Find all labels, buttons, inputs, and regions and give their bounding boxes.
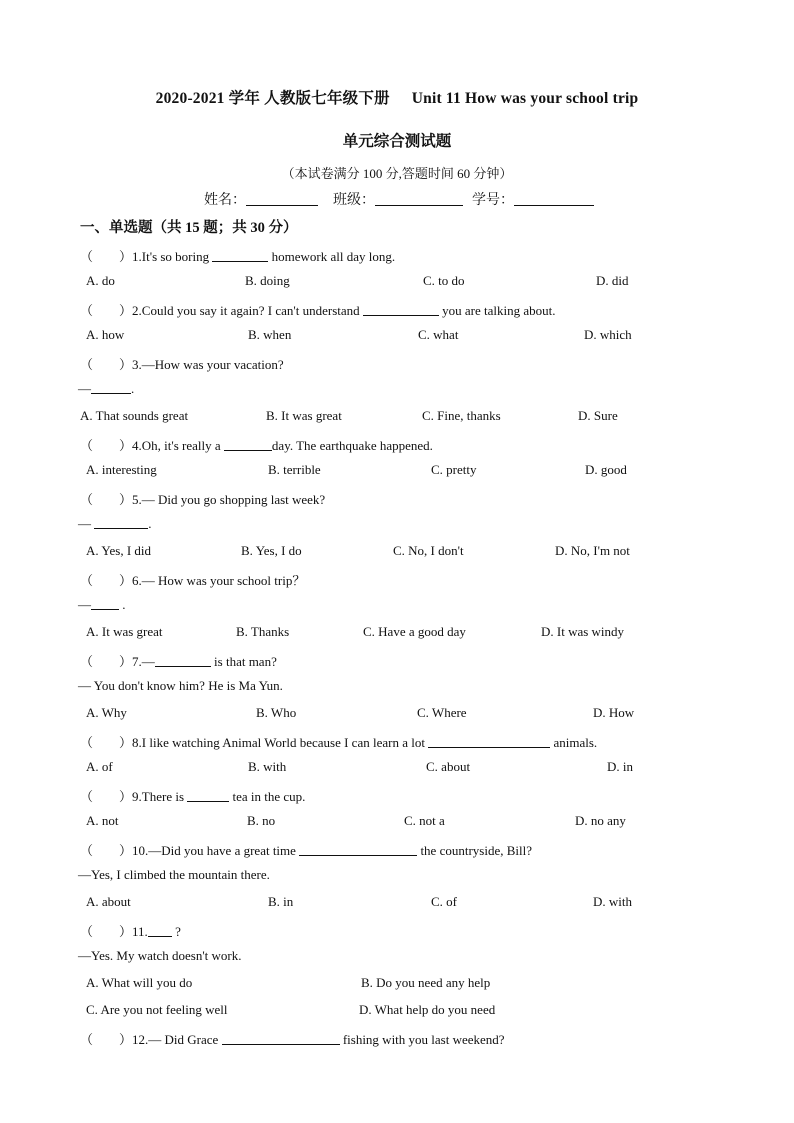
option-d[interactable]: D. What help do you need (359, 1002, 496, 1017)
answer-blank[interactable] (299, 843, 417, 856)
option-c[interactable]: C. Are you not feeling well (86, 1002, 228, 1017)
option-c[interactable]: C. what (418, 327, 459, 342)
class-field[interactable] (375, 191, 463, 206)
name-field[interactable] (246, 191, 318, 206)
question-stem: （ ）10.—Did you have a great time the countryside, Bill? (80, 843, 532, 858)
answer-blank[interactable] (91, 381, 131, 394)
option-b[interactable]: B. terrible (268, 462, 321, 477)
option-c[interactable]: C. No, I don't (393, 543, 464, 558)
option-d[interactable]: D. did (596, 273, 629, 288)
option-a[interactable]: A. of (86, 759, 113, 774)
option-a[interactable]: A. That sounds great (80, 408, 189, 423)
name-label: 姓名： (204, 193, 246, 208)
reply-line: — . (78, 597, 126, 612)
answer-blank[interactable] (148, 924, 172, 937)
option-c[interactable]: C. pretty (431, 462, 477, 477)
exam-subtitle: 单元综合测试题 (342, 133, 452, 150)
option-c[interactable]: C. to do (423, 273, 465, 288)
answer-blank[interactable] (224, 438, 272, 451)
option-a[interactable]: A. Yes, I did (86, 543, 152, 558)
option-d[interactable]: D. which (584, 327, 632, 342)
option-b[interactable]: B. in (268, 894, 294, 909)
option-c[interactable]: C. Have a good day (363, 624, 466, 639)
option-d[interactable]: D. with (593, 894, 632, 909)
exam-title (0, 86, 794, 108)
option-d[interactable]: D. good (585, 462, 627, 477)
option-d[interactable]: D. How (593, 705, 635, 720)
question-stem: （ ）9.There is tea in the cup. (80, 789, 306, 804)
option-d[interactable]: D. Sure (578, 408, 618, 423)
option-d[interactable]: D. No, I'm not (555, 543, 630, 558)
option-b[interactable]: B. Yes, I do (241, 543, 302, 558)
option-a[interactable]: A. not (86, 813, 119, 828)
option-b[interactable]: B. doing (245, 273, 290, 288)
reply-line: —Yes, I climbed the mountain there. (78, 867, 270, 882)
answer-blank[interactable] (222, 1032, 340, 1045)
option-c[interactable]: C. Fine, thanks (422, 408, 501, 423)
answer-blank[interactable] (187, 789, 229, 802)
student-info (204, 189, 594, 209)
option-a[interactable]: A. It was great (86, 624, 163, 639)
reply-line: — . (78, 516, 152, 531)
option-b[interactable]: B. no (247, 813, 276, 828)
answer-blank[interactable] (91, 597, 119, 610)
option-b[interactable]: B. Who (256, 705, 297, 720)
option-c[interactable]: C. Where (417, 705, 467, 720)
title-cn: 2020-2021 学年 人教版七年级下册 (155, 90, 390, 107)
question-stem: （ ）6.— How was your school trip？ (80, 573, 306, 588)
option-b[interactable]: B. Do you need any help (361, 975, 491, 990)
question-stem: （ ）2.Could you say it again? I can't understand you are talking about. (80, 303, 556, 318)
option-a[interactable]: A. about (86, 894, 131, 909)
answer-blank[interactable] (428, 735, 550, 748)
section-title: 一、单选题（共 15 题；共 30 分） (80, 220, 298, 236)
reply-line: — . (78, 381, 135, 396)
question-stem: （ ）5.— Did you go shopping last week? (80, 492, 326, 507)
answer-blank[interactable] (212, 249, 268, 262)
option-a[interactable]: A. interesting (86, 462, 157, 477)
option-d[interactable]: D. It was windy (541, 624, 625, 639)
answer-blank[interactable] (155, 654, 211, 667)
option-a[interactable]: A. Why (86, 705, 127, 720)
question-stem: （ ）4.Oh, it's really a day. The earthquake happened. (80, 438, 433, 453)
title-en: Unit 11 How was your school trip (411, 90, 639, 107)
option-d[interactable]: D. no any (575, 813, 626, 828)
option-b[interactable]: B. It was great (266, 408, 342, 423)
question-stem: （ ）12.— Did Grace fishing with you last weekend? (80, 1032, 505, 1047)
option-a[interactable]: A. do (86, 273, 115, 288)
option-a[interactable]: A. how (86, 327, 125, 342)
reply-line: —Yes. My watch doesn't work. (78, 948, 242, 963)
id-label: 学号： (472, 193, 514, 208)
option-c[interactable]: C. of (431, 894, 457, 909)
class-label: 班级： (333, 193, 375, 208)
question-stem: （ ）11. ? (80, 924, 181, 939)
question-stem: （ ）8.I like watching Animal World because I can learn a lot animals. (80, 735, 598, 750)
question-stem: （ ）3.—How was your vacation? (80, 357, 284, 372)
id-field[interactable] (514, 191, 594, 206)
answer-blank[interactable] (94, 516, 148, 529)
answer-blank[interactable] (363, 303, 439, 316)
option-b[interactable]: B. Thanks (236, 624, 290, 639)
reply-line: — You don't know him? He is Ma Yun. (78, 678, 283, 693)
option-c[interactable]: C. not a (404, 813, 445, 828)
option-c[interactable]: C. about (426, 759, 471, 774)
question-stem: （ ）7.— is that man? (80, 654, 277, 669)
option-d[interactable]: D. in (607, 759, 633, 774)
exam-note: （本试卷满分 100 分,答题时间 60 分钟） (281, 166, 513, 181)
option-b[interactable]: B. with (248, 759, 287, 774)
option-b[interactable]: B. when (248, 327, 292, 342)
option-a[interactable]: A. What will you do (86, 975, 193, 990)
question-stem: （ ）1.It's so boring homework all day long. (80, 249, 396, 264)
